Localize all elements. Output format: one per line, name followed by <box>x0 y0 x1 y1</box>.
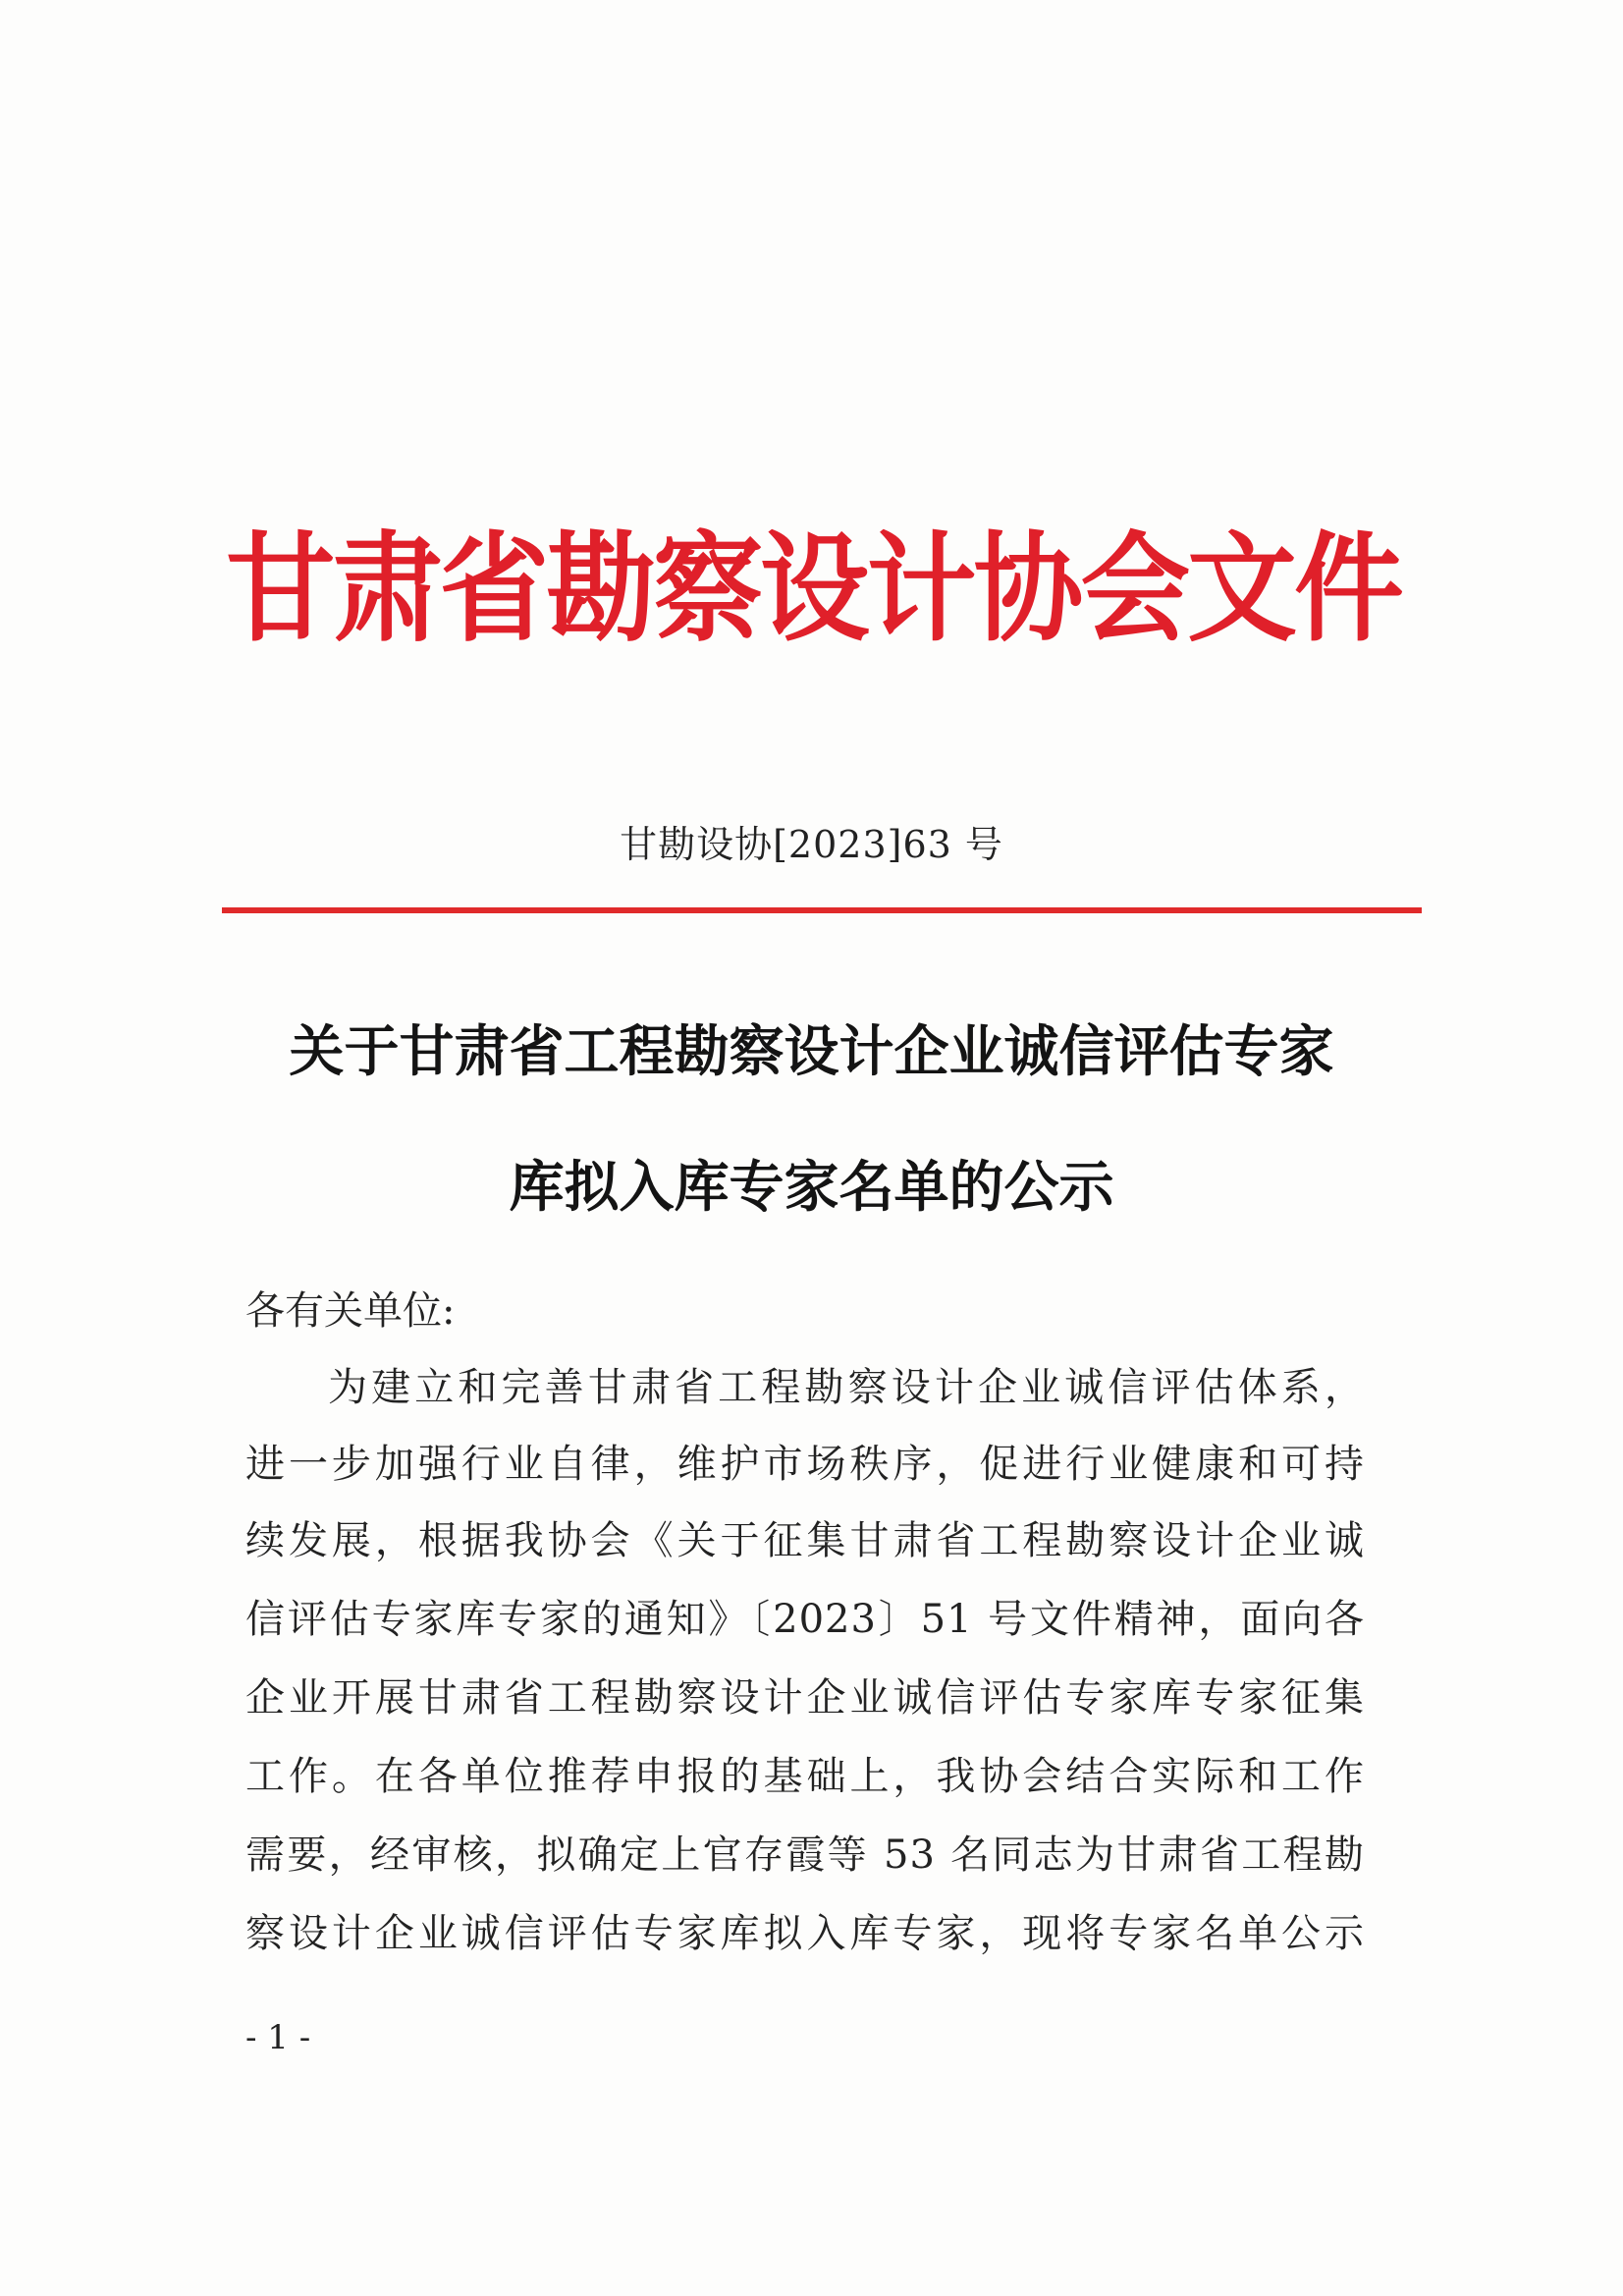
red-separator-line <box>222 907 1422 913</box>
notice-title-line-1: 关于甘肃省工程勘察设计企业诚信评估专家 <box>289 1020 1334 1084</box>
body-line-1: 为建立和完善甘肃省工程勘察设计企业诚信评估体系， <box>328 1365 1365 1410</box>
document-number: 甘勘设协[2023]63 号 <box>620 823 1003 866</box>
body-line-2: 进一步加强行业自律，维护市场秩序，促进行业健康和可持 <box>245 1442 1365 1487</box>
body-line-7: 需要，经审核，拟确定上官存霞等 53 名同志为甘肃省工程勘 <box>245 1832 1365 1878</box>
page-number: - 1 - <box>245 2018 311 2057</box>
notice-title-line-2: 库拟入库专家名单的公示 <box>509 1156 1114 1220</box>
body-line-5: 企业开展甘肃省工程勘察设计企业诚信评估专家库专家征集 <box>245 1675 1365 1721</box>
letterhead-title: 甘肃省勘察设计协会文件 <box>226 519 1401 658</box>
body-line-8: 察设计企业诚信评估专家库拟入库专家，现将专家名单公示 <box>245 1911 1365 1956</box>
body-line-3: 续发展，根据我协会《关于征集甘肃省工程勘察设计企业诚 <box>245 1518 1365 1563</box>
body-line-4: 信评估专家库专家的通知》〔2023〕51 号文件精神，面向各 <box>245 1597 1365 1642</box>
salutation: 各有关单位: <box>245 1288 456 1334</box>
body-line-6: 工作。在各单位推荐申报的基础上，我协会结合实际和工作 <box>245 1754 1365 1799</box>
